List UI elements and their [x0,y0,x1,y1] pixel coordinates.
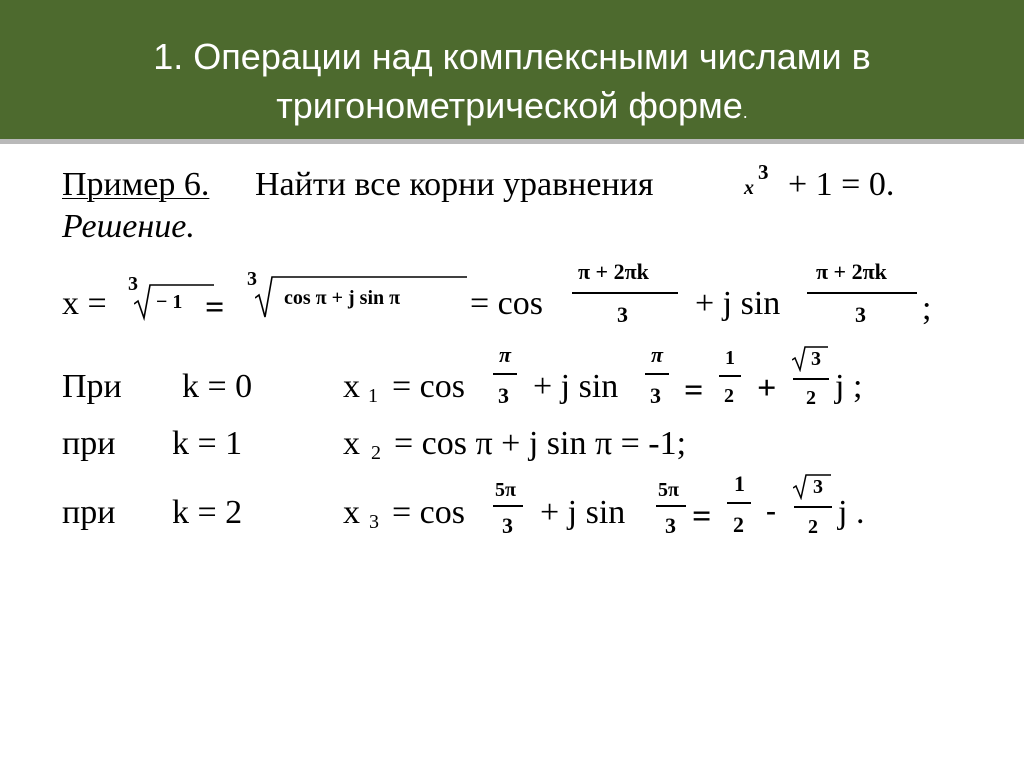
row-k0-f3-den: 2 [724,385,734,407]
example-label: Пример 6. [62,166,210,203]
root2-index: 3 [247,268,257,290]
row-k0-f4-den: 2 [806,387,816,409]
row-k2-x: x [343,494,360,531]
formula-eq-1: = [205,289,225,326]
row-k0-f3-num: 1 [725,347,735,369]
formula-end: ; [922,290,932,327]
formula-eq-cos: = cos [470,285,543,322]
frac1-denominator: 3 [617,302,628,327]
row-k0-f2-den: 3 [650,383,661,408]
row-k0-f4-bar [793,378,829,380]
frac1-numerator: π + 2πk [578,259,649,284]
frac2-bar [807,292,917,294]
row-k1-word: при [62,425,116,462]
root1-radicand: − 1 [156,291,183,313]
frac2-numerator: π + 2πk [816,259,887,284]
formula-plus-jsin: + j sin [695,285,781,322]
row-k2-sqrt-sign [793,474,831,500]
row-k2-word: при [62,494,116,531]
row-k0-k: k = 0 [182,368,253,405]
row-k2-f1-den: 3 [502,513,513,538]
row-k0-eq-cos: = cos [392,368,465,405]
equation-exponent: 3 [758,160,769,184]
row-k2-f2-den: 3 [665,513,676,538]
row-k0-subscript: 1 [368,385,378,407]
row-k2-f3-den: 2 [733,512,744,537]
frac1-bar [572,292,678,294]
row-k2-f4-den: 2 [808,516,818,538]
frac2-denominator: 3 [855,302,866,327]
row-k2-minus: - [766,494,776,527]
row-k0-f1-den: 3 [498,383,509,408]
row-k2-eq-cos: = cos [392,494,465,531]
row-k0-plus: + [757,370,777,407]
row-k1-x: x [343,425,360,462]
row-k0-x: x [343,368,360,405]
row-k2-f1-bar [493,505,523,507]
row-k2-f4-num: 3 [813,476,823,498]
row-k2-f4-bar [794,506,832,508]
equation-x: x [744,177,754,199]
row-k1-k: k = 1 [172,425,243,462]
example-task: Найти все корни уравнения [255,166,654,203]
row-k0-eq: = [684,372,704,409]
row-k0-tail: j ; [835,368,863,405]
row-k0-f1-num: π [499,342,512,367]
row-k0-f2-bar [645,373,669,375]
row-k0-f4-num: 3 [811,348,821,370]
title-bar [0,0,1024,139]
row-k2-k: k = 2 [172,494,243,531]
row-k2-f3-num: 1 [734,471,745,496]
row-k0-word: При [62,368,122,405]
solution-label: Решение. [62,208,195,245]
row-k2-f2-bar [656,505,686,507]
row-k1-rest: = cos π + j sin π = -1; [394,425,687,462]
slide-title-line-2: тригонометрической форме. [276,85,748,126]
row-k0-f1-bar [493,373,517,375]
row-k2-f2-num: 5π [658,479,679,501]
row-k1-subscript: 2 [371,442,381,464]
formula-x-eq: x = [62,285,107,322]
title-divider [0,139,1024,144]
row-k2-tail: j . [838,494,865,531]
row-k2-plus-jsin: + j sin [540,494,626,531]
row-k0-f3-bar [719,375,741,377]
row-k0-sqrt-sign [792,346,828,372]
row-k2-subscript: 3 [369,511,379,533]
slide-title-line-1: 1. Операции над комплексными числами в [153,36,871,77]
row-k0-f2-num: π [651,342,664,367]
root2-radicand: cos π + j sin π [284,287,401,309]
row-k2-f1-num: 5π [495,479,516,501]
row-k2-f3-bar [727,502,751,504]
root1-index: 3 [128,273,138,295]
row-k0-plus-jsin: + j sin [533,368,619,405]
row-k2-eq: = [692,498,712,535]
equation-rest: + 1 = 0. [788,166,895,203]
